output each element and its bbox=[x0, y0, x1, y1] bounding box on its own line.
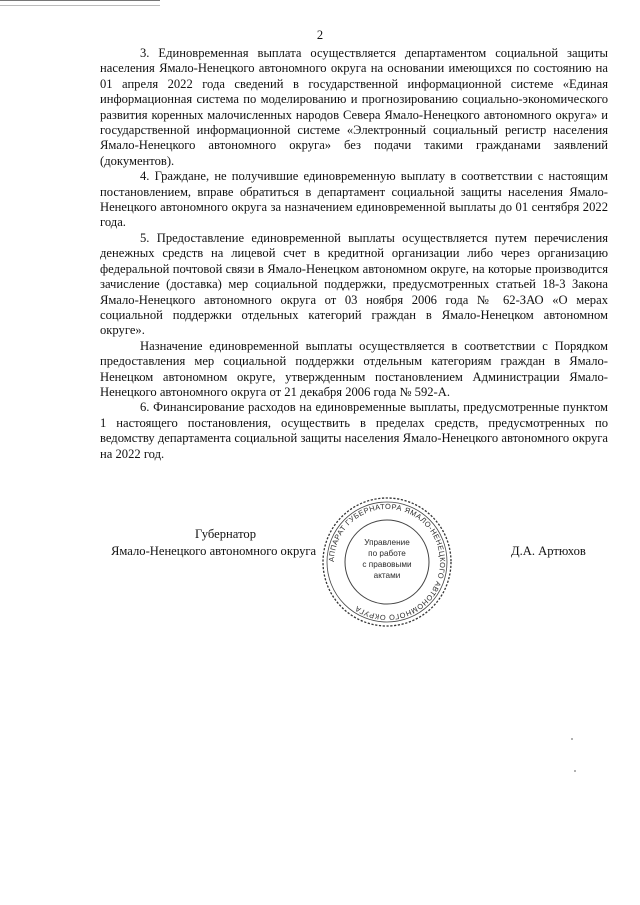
paragraph-assignment: Назначение единовременной выплаты осуществляется в соответствии с Порядком предоставления мер социальной поддержки отдельным категориям граждан в Ямало-Ненецком автономном округе, утвержденным постановлением Администрации Ямало-Ненецкого автономного округа от 21 декабря 2006 года № 592-А. bbox=[100, 338, 608, 399]
paragraph-item-3: 3. Единовременная выплата осуществляется департаментом социальной защиты населения Ямало-Ненецкого автономного округа на основании имеющихся по состоянию на 01 апреля 2022 года сведений в государственной информационной системе «Единая информационная система по моделированию и прогнозированию социально-экономического развития коренных малочисленных народов Севера Ямало-Ненецкого автономного округа» и государственной информационной системе «Электронный социальный регистр населения Ямало-Ненецкого автономного округа» без подачи такими гражданами заявлений (документов). bbox=[100, 46, 608, 168]
scan-speck bbox=[571, 738, 573, 740]
governor-title: Губернатор bbox=[195, 527, 256, 541]
scan-edge-line bbox=[0, 5, 160, 6]
page-number: 2 bbox=[316, 28, 324, 42]
stamp-center-line: по работе bbox=[368, 549, 406, 558]
stamp-center-line: с правовыми bbox=[362, 560, 412, 569]
document-body bbox=[100, 46, 608, 462]
governor-region: Ямало-Ненецкого автономного округа bbox=[111, 544, 317, 558]
stamp-center-line: актами bbox=[373, 571, 401, 580]
official-stamp bbox=[320, 495, 454, 629]
paragraph-item-4: 4. Граждане, не получившие единовременную выплату в соответствии с настоящим постановлением, вправе обратиться в департамент социальной защиты населения Ямало-Ненецкого автономного округа за назначением единовременной выплаты до 01 сентября 2022 года. bbox=[100, 169, 608, 230]
paragraph-item-5: 5. Предоставление единовременной выплаты осуществляется путем перечисления денежных средств на лицевой счет в кредитной организации либо через организацию федеральной почтовой связи в Ямало-Ненецком автономном округе, на которые производится зачисление (доставка) мер социальной поддержки, предусмотренных статьей 18-3 Закона Ямало-Ненецкого автономного округа от 03 ноября 2006 года № 62-ЗАО «О мерах социальной поддержки отдельных категорий граждан в Ямало-Ненецком автономном округе». bbox=[100, 230, 608, 338]
paragraph-item-6: 6. Финансирование расходов на единовременные выплаты, предусмотренные пунктом 1 настоящего постановления, осуществить в пределах средств, предусмотренных по ведомству департамента социальной защиты населения Ямало-Ненецкого автономного округа на 2022 год. bbox=[100, 400, 608, 461]
scan-edge-line bbox=[0, 0, 160, 1]
scan-speck bbox=[574, 770, 576, 772]
stamp-center-line: Управление bbox=[364, 538, 410, 547]
governor-name: Д.А. Артюхов bbox=[511, 544, 586, 558]
stamp-ring-text: АППАРАТ ГУБЕРНАТОРА ЯМАЛО-НЕНЕЦКОГО АВТОНОМНОГО ОКРУГА bbox=[326, 501, 448, 623]
